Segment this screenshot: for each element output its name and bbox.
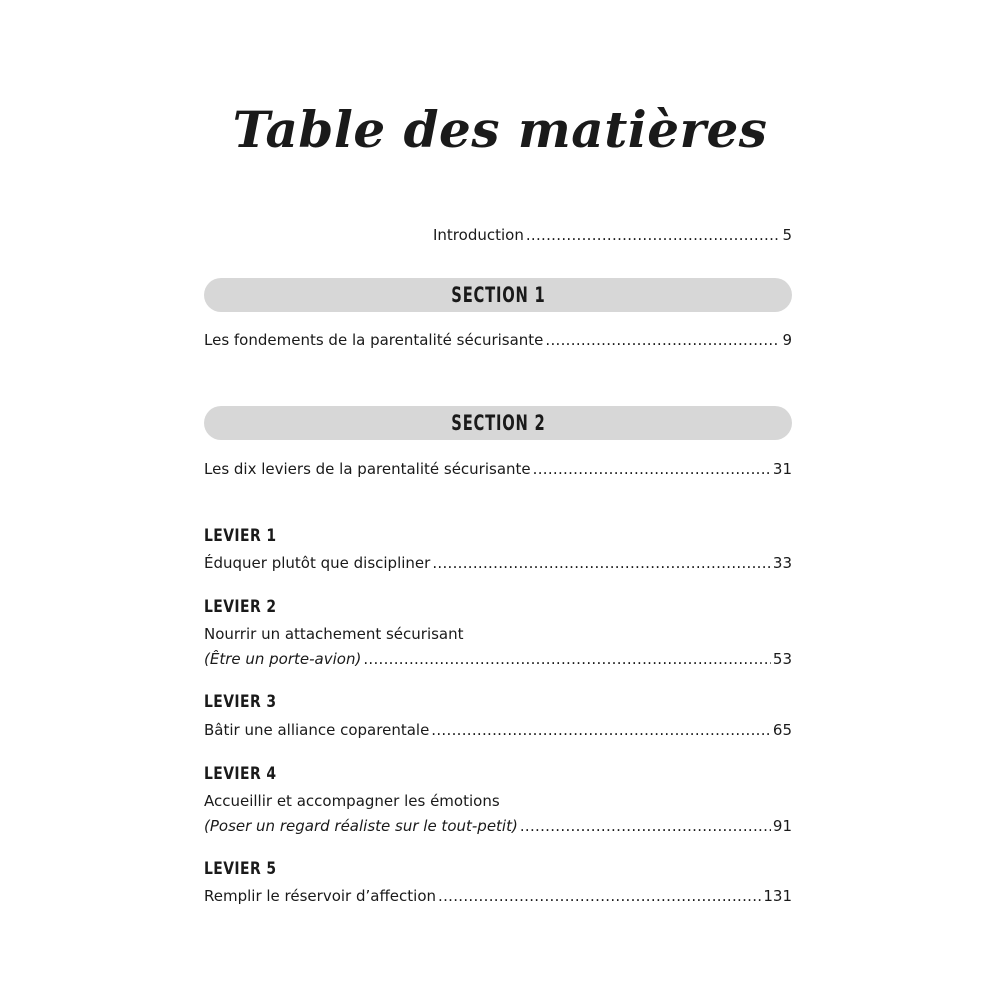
toc-entry-label: Bâtir une alliance coparentale — [204, 721, 430, 739]
dot-leader — [432, 554, 771, 572]
dot-leader — [438, 887, 761, 905]
toc-entry-section-1 — [204, 331, 792, 349]
toc-entry-lever-1 — [204, 554, 792, 572]
section-2-heading: SECTION 2 — [450, 411, 546, 435]
dot-leader — [363, 650, 771, 668]
toc-entry-lever-3 — [204, 721, 792, 739]
dot-leader — [533, 460, 771, 478]
dot-leader — [526, 226, 781, 244]
toc-entry-label: Les fondements de la parentalité sécurisante — [204, 331, 544, 349]
toc-page-number: 9 — [782, 331, 792, 349]
lever-2-heading: LEVIER 2 — [204, 597, 277, 617]
toc-entry-label: Éduquer plutôt que discipliner — [204, 554, 431, 572]
lever-1-heading: LEVIER 1 — [204, 526, 277, 546]
toc-entry-label: Remplir le réservoir d’affection — [204, 887, 437, 905]
section-1-heading: SECTION 1 — [450, 283, 546, 307]
toc-entry-lever-4-title: Accueillir et accompagner les émotions — [204, 792, 500, 810]
toc-entry-lever-2 — [204, 650, 792, 668]
toc-entry-label: Introduction — [433, 226, 524, 244]
dot-leader — [520, 817, 771, 835]
section-2-banner — [204, 406, 792, 440]
dot-leader — [545, 331, 780, 349]
toc-entry-lever-5 — [204, 887, 792, 905]
toc-entry-label: (Être un porte-avion) — [204, 650, 362, 668]
lever-3-heading: LEVIER 3 — [204, 692, 277, 712]
toc-page-number: 5 — [782, 226, 792, 244]
toc-entry-lever-2-title: Nourrir un attachement sécurisant — [204, 625, 464, 643]
toc-entry-introduction — [433, 226, 792, 244]
section-1-banner — [204, 278, 792, 312]
toc-page-number: 33 — [772, 554, 792, 572]
lever-5-heading: LEVIER 5 — [204, 859, 277, 879]
toc-page-number: 53 — [772, 650, 792, 668]
toc-entry-label: (Poser un regard réaliste sur le tout-petit) — [204, 817, 518, 835]
page-title: Table des matières — [232, 100, 768, 159]
toc-page-number: 91 — [772, 817, 792, 835]
dot-leader — [431, 721, 771, 739]
toc-page-number: 131 — [763, 887, 792, 905]
toc-entry-section-2 — [204, 460, 792, 478]
lever-4-heading: LEVIER 4 — [204, 764, 277, 784]
toc-page-number: 65 — [772, 721, 792, 739]
toc-entry-label: Les dix leviers de la parentalité sécurisante — [204, 460, 531, 478]
toc-page-number: 31 — [772, 460, 792, 478]
toc-entry-lever-4 — [204, 817, 792, 835]
